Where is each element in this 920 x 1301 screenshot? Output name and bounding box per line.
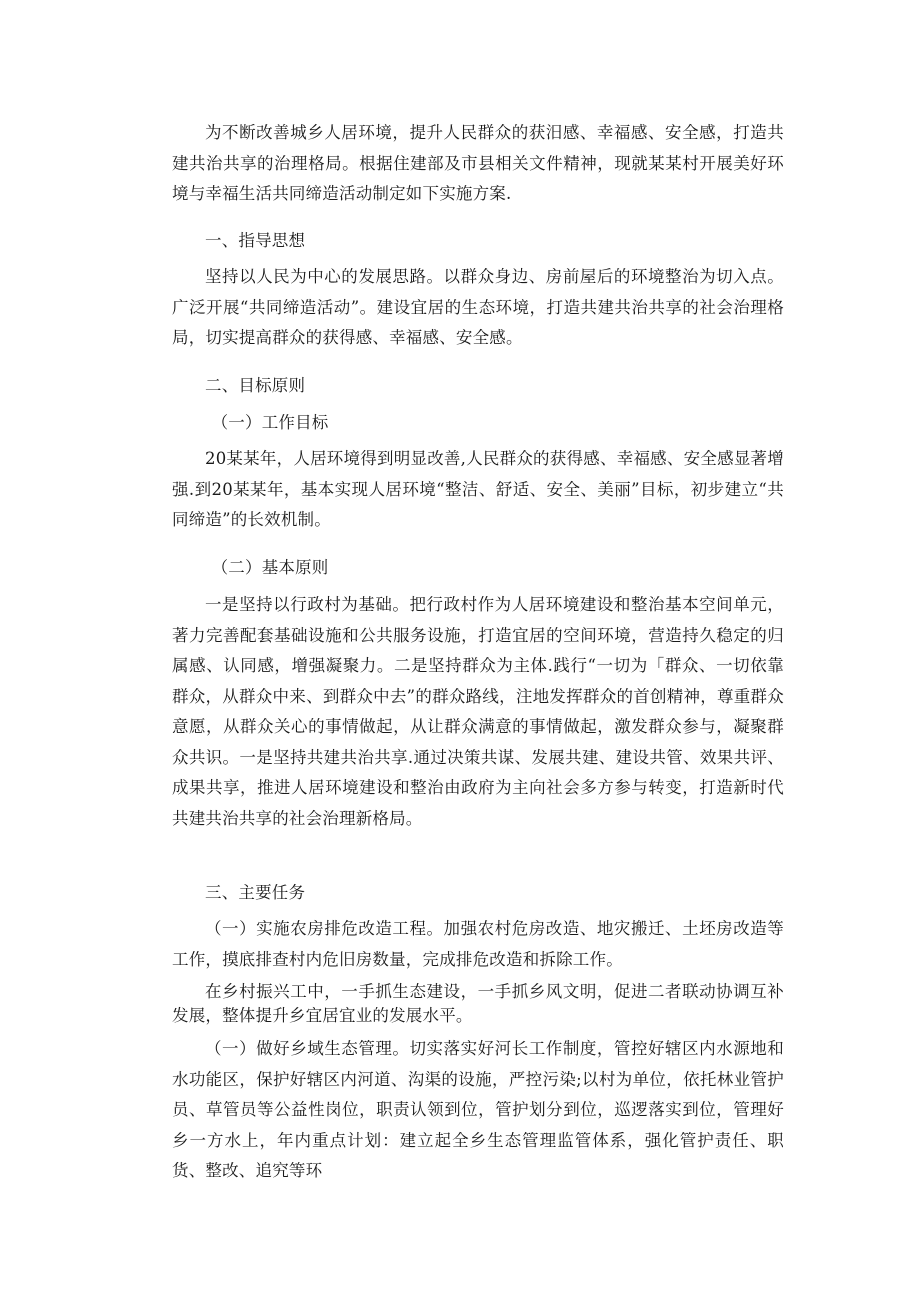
ecological-management-paragraph: （一）做好乡域生态管理。切实落实好河长工作制度，管控好辖区内水源地和水功能区，保护好辖区内河道、沟渠的设施，严控污染;以村为单位，依托林业管护员、草管员等公益性岗位，职责认领到位，管护划分到位，巡逻落实到位，管理好乡一方水上，年内重点计划：建立起全乡生态管理监管体系，强化管护责任、职货、整改、追究等环: [172, 1039, 784, 1180]
section-heading-goals-principles: 二、目标原则: [205, 376, 306, 395]
section-heading-main-tasks: 三、主要任务: [205, 883, 306, 902]
section-heading-guiding-thought: 一、指导思想: [205, 231, 306, 250]
subheading-basic-principles: （二）基本原则: [211, 558, 329, 577]
intro-paragraph: 为不断改善城乡人居环境，提升人民群众的获汨感、幸福感、安全感，打造共建共治共享的治理格局。根据住建部及市县相关文件精神，现就某某村开展美好环境与幸福生活共同缔造活动制定如下实施方案.: [172, 123, 784, 203]
work-goals-paragraph: 20某某年，人居环境得到明显改善,人民群众的获得感、幸福感、安全感显著增强.到20某某年，基本实现人居环境“整洁、舒适、安全、美丽”目标，初步建立“共同缔造”的长效机制。: [172, 449, 784, 529]
guiding-thought-paragraph: 坚持以人民为中心的发展思路。以群众身边、房前屋后的环境整治为切入点。广泛开展“共同缔造活动”。建设宜居的生态环境，打造共建共治共享的社会治理格局，切实提高群众的获得感、幸福感、安全感。: [172, 267, 784, 347]
basic-principles-paragraph: 一是坚持以行政村为基础。把行政村作为人居环境建设和整治基本空间单元，著力完善配套基础设施和公共服务设施，打造宜居的空间环境，营造持久稳定的归属感、认同感，增强凝聚力。二是坚持群众为主体.践行“一切为「群众、一切依靠群众，从群众中来、到群众中去”的群众路线，注地发挥群众的首创精神，尊重群众意愿，从群众关心的事情做起，从让群众满意的事情做起，激发群众参与，凝聚群众共识。一是坚持共建共治共享.通过决策共谋、发展共建、建设共管、效果共评、成果共享，推进人居环境建设和整治由政府为主向社会多方参与转变，打造新时代共建共治共享的社会治理新格局。: [172, 595, 784, 828]
rural-revitalization-paragraph: 在乡村振兴工中，一手抓生态建设，一手抓乡风文明，促进二者联动协调互补发展，整体提升乡宜居宜业的发展水平。: [172, 982, 784, 1025]
task-housing-paragraph: （一）实施农房排危改造工程。加强农村危房改造、地灾搬迁、土坯房改造等工作，摸底排查村内危旧房数量，完成排危改造和拆除工作。: [172, 919, 784, 969]
subheading-work-goals: （一）工作目标: [211, 413, 329, 432]
